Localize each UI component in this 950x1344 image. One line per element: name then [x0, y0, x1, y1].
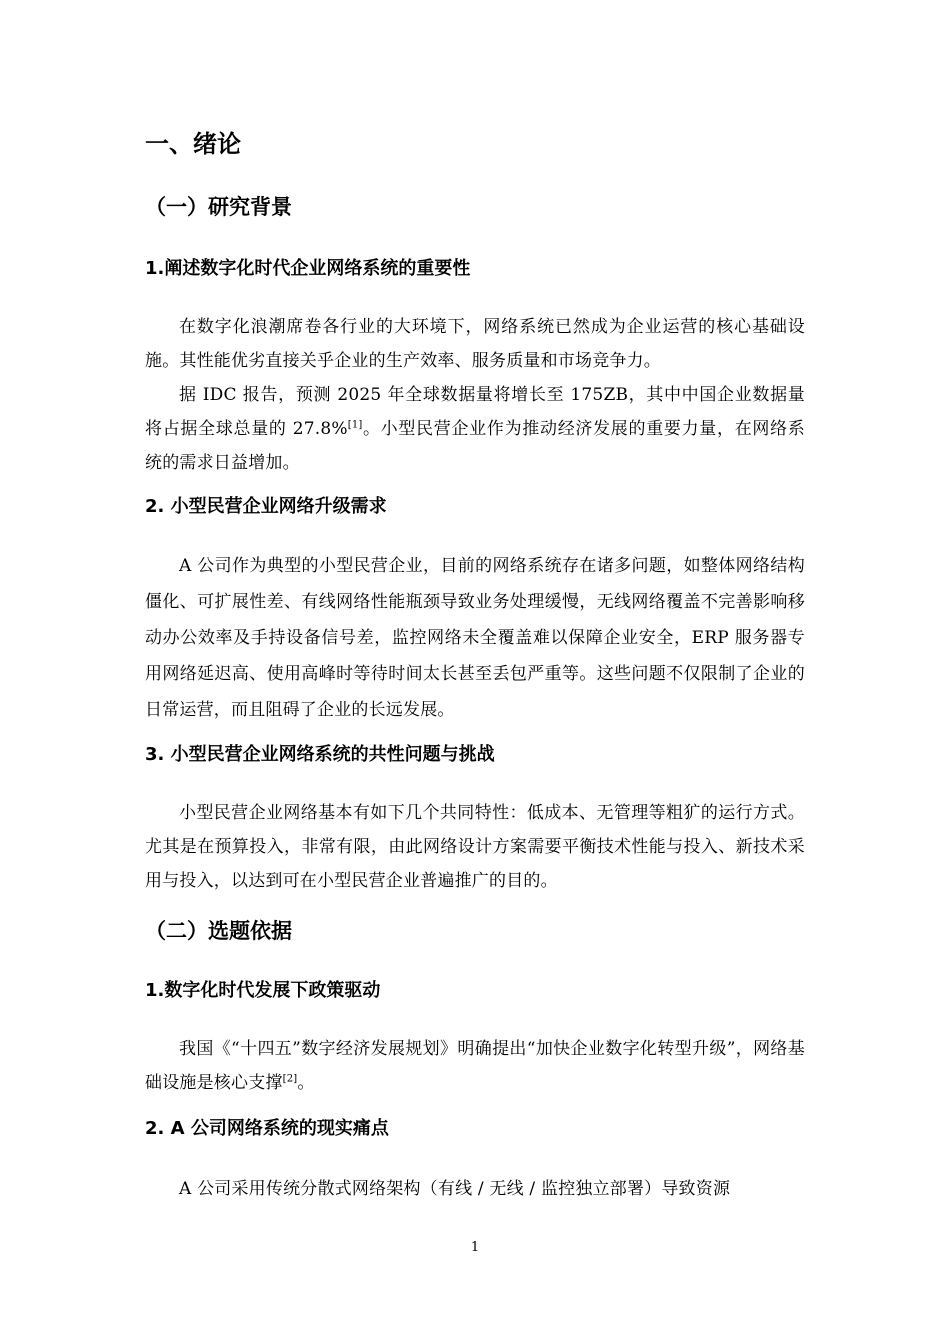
page-number: 1	[470, 1240, 480, 1255]
citation-ref-1: [1]	[347, 419, 363, 431]
paragraph-importance-1: 在数字化浪潮席卷各行业的大环境下，网络系统已然成为企业运营的核心基础设施。其性能优劣直接关乎企业的生产效率、服务质量和市场竞争力。	[145, 317, 805, 371]
paragraph-common-issues: 小型民营企业网络基本有如下几个共同特性：低成本、无管理等粗犷的运行方式。尤其是在预算投入，非常有限，由此网络设计方案需要平衡技术性能与投入、新技术采用与投入，以达到可在小型民营企业普遍推广的目的。	[145, 803, 805, 891]
paragraph-text: 据 IDC 报告，预测 2025 年全球数据量将增长至 175ZB，其中中国企业数据量将占据全球总量的 27.8%	[145, 385, 805, 439]
paragraph-upgrade-needs: A 公司作为典型的小型民营企业，目前的网络系统存在诸多问题，如整体网络结构僵化、可扩展性差、有线网络性能瓶颈导致业务处理缓慢，无线网络覆盖不完善影响移动办公效率及手持设备信号差，监控网络未全覆盖难以保障企业安全，ERP 服务器专用网络延迟高、使用高峰时等待时间太长甚至丢包严重等。这些问题不仅限制了企业的日常运营，而且阻碍了企业的长远发展。	[145, 556, 805, 720]
subsection-title-common-issues: 3. 小型民营企业网络系统的共性问题与挑战	[145, 744, 495, 765]
subsection-title-pain-points: 2. A 公司网络系统的现实痛点	[145, 1118, 389, 1139]
subsection-title-upgrade-needs: 2. 小型民营企业网络升级需求	[145, 496, 387, 517]
section-title-basis: （二）选题依据	[145, 919, 292, 943]
paragraph-policy	[145, 1032, 805, 1100]
paragraph-text: 。小型民营企业作为推动经济发展的重要力量，在网络系统的需求日益增加。	[145, 419, 805, 473]
paragraph-pain-points: A 公司采用传统分散式网络架构（有线 / 无线 / 监控独立部署）导致资源	[179, 1179, 731, 1199]
paragraph-text: 。	[297, 1073, 315, 1093]
section-title-background: （一）研究背景	[145, 195, 292, 219]
page-content	[145, 124, 805, 1206]
paragraph-text: 我国《“十四五”数字经济发展规划》明确提出“加快企业数字化转型升级”，网络基础设施是核心支撑	[145, 1039, 805, 1093]
subsection-title-policy: 1.数字化时代发展下政策驱动	[145, 980, 381, 1001]
subsection-title-importance: 1.阐述数字化时代企业网络系统的重要性	[145, 258, 471, 279]
chapter-title: 一、绪论	[145, 130, 241, 158]
paragraph-importance-2	[145, 378, 805, 480]
citation-ref-2: [2]	[282, 1073, 298, 1085]
